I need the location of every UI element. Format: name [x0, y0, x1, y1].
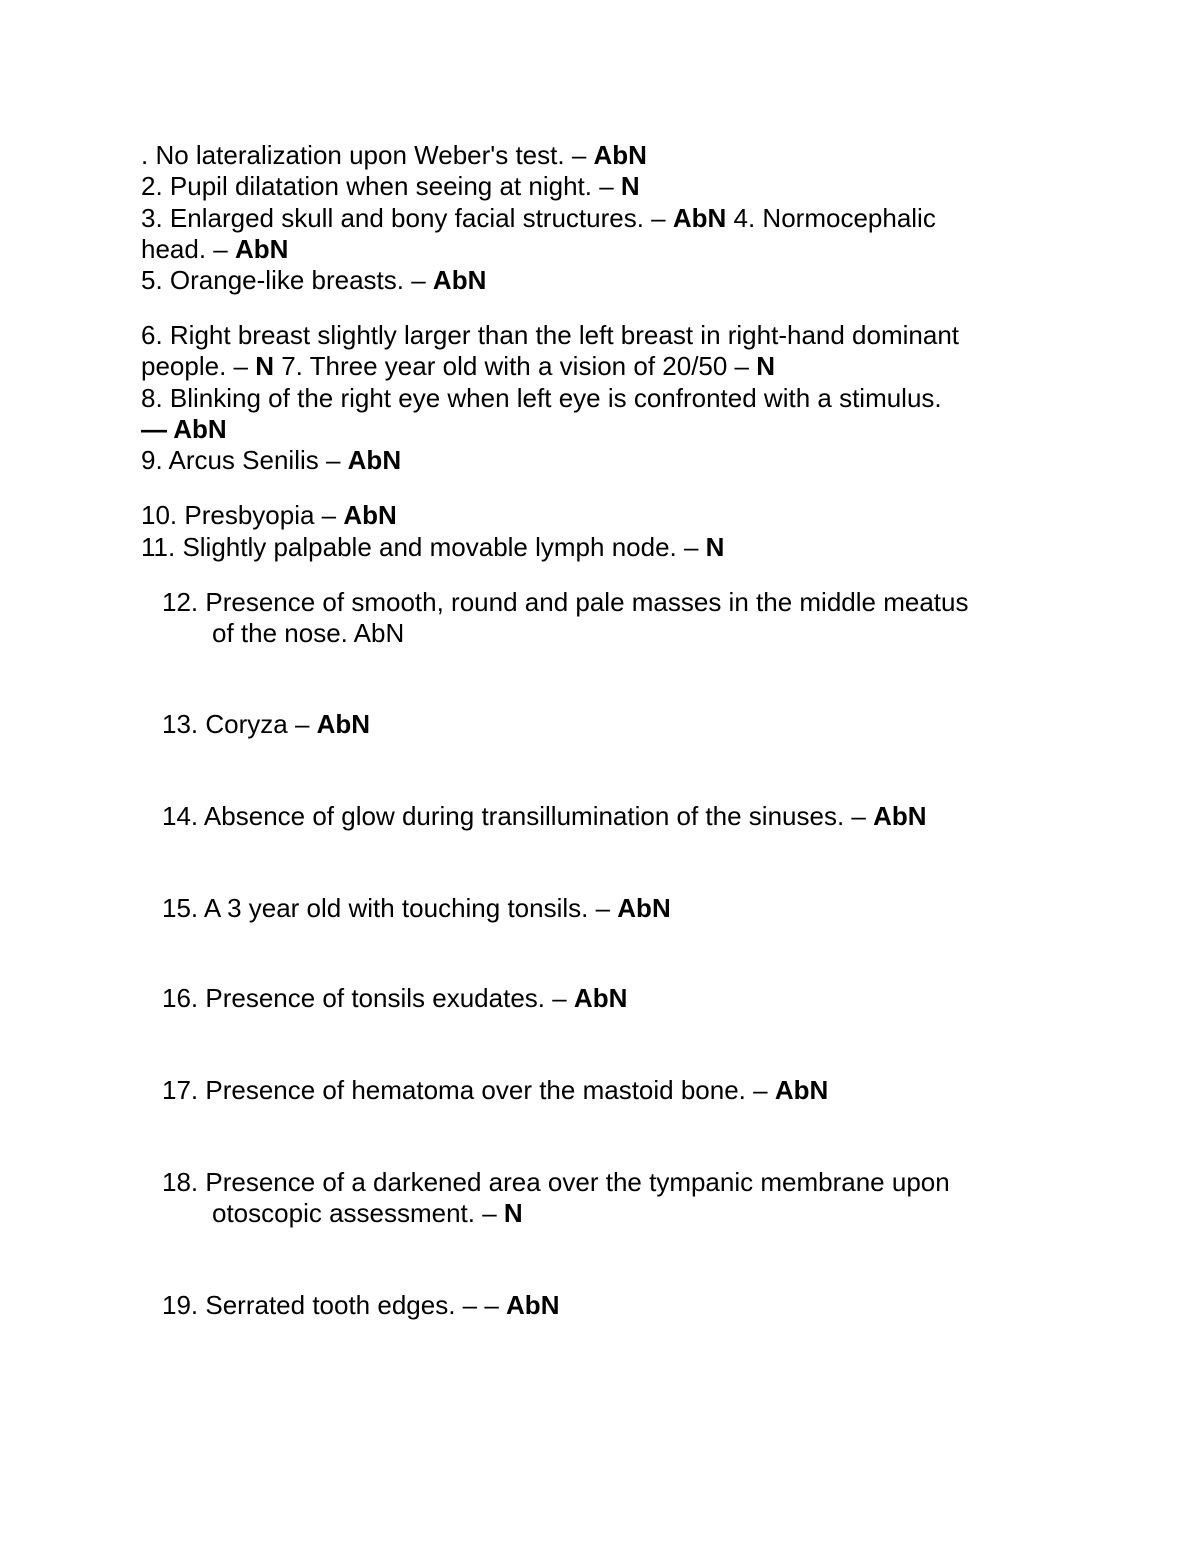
item-19	[162, 1290, 559, 1321]
item-text: 8. Blinking of the right eye when left eye is confronted with a stimulus.	[141, 383, 942, 413]
item-answer: N	[620, 171, 640, 201]
item-3	[141, 203, 936, 234]
item-text: 12. Presence of smooth, round and pale masses in the middle meatus	[162, 587, 969, 617]
item-answer: N	[503, 1198, 523, 1228]
item-text: 17. Presence of hematoma over the mastoid bone. –	[162, 1075, 775, 1105]
item-answer: AbN	[873, 801, 927, 831]
item-text-continued: 4. Normocephalic	[726, 203, 936, 233]
item-4-continued	[141, 234, 288, 265]
item-answer: AbN	[506, 1290, 560, 1320]
item-text: otoscopic assessment. –	[212, 1198, 504, 1228]
item-text: 11. Slightly palpable and movable lymph node. –	[141, 532, 706, 562]
item-answer: AbN	[617, 893, 671, 923]
item-text: 13. Coryza –	[162, 709, 317, 739]
item-answer: AbN	[347, 445, 402, 475]
item-11	[141, 532, 724, 563]
item-answer-2: N	[756, 351, 776, 381]
item-answer: AbN	[316, 709, 371, 739]
item-12-continued	[212, 618, 404, 649]
item-answer: AbN	[234, 234, 289, 264]
item-answer: AbN	[774, 1075, 829, 1105]
item-13	[162, 709, 370, 740]
item-text-continued: 7. Three year old with a vision of 20/50 –	[274, 351, 757, 381]
item-6	[141, 320, 959, 351]
item-answer: N	[255, 351, 274, 381]
item-answer: AbN	[593, 140, 647, 170]
item-text: 19. Serrated tooth edges. – –	[162, 1290, 507, 1320]
item-17	[162, 1075, 828, 1106]
item-text: 2. Pupil dilatation when seeing at night. –	[141, 171, 621, 201]
item-text: 9. Arcus Senilis –	[141, 445, 348, 475]
item-answer: AbN	[573, 983, 628, 1013]
item-18	[162, 1167, 950, 1198]
item-8-answer	[141, 414, 227, 445]
item-answer: — AbN	[141, 414, 227, 444]
item-15	[162, 893, 671, 924]
item-answer: AbN	[432, 265, 487, 295]
item-18-continued	[212, 1198, 523, 1229]
item-9	[141, 445, 401, 476]
item-8	[141, 383, 942, 414]
item-text: 5. Orange-like breasts. –	[141, 265, 433, 295]
item-text: 18. Presence of a darkened area over the tympanic membrane upon	[162, 1167, 950, 1197]
item-10	[141, 500, 397, 531]
item-6-7	[141, 351, 775, 382]
item-answer: AbN	[343, 500, 397, 530]
item-text: . No lateralization upon Weber's test. –	[141, 140, 594, 170]
item-5	[141, 265, 486, 296]
item-text: 15. A 3 year old with touching tonsils. –	[162, 893, 618, 923]
item-text: 14. Absence of glow during transillumination of the sinuses. –	[162, 801, 874, 831]
item-1	[141, 140, 647, 171]
item-12	[162, 587, 968, 618]
item-14	[162, 801, 927, 832]
item-text: of the nose. AbN	[212, 618, 405, 648]
item-text: 6. Right breast slightly larger than the left breast in right-hand dominant	[141, 320, 960, 350]
item-answer: N	[705, 532, 725, 562]
item-answer: AbN	[672, 203, 727, 233]
item-text: head. –	[141, 234, 235, 264]
item-text: 3. Enlarged skull and bony facial structures. –	[141, 203, 673, 233]
item-text: 16. Presence of tonsils exudates. –	[162, 983, 574, 1013]
item-2	[141, 171, 640, 202]
item-text: people. –	[141, 351, 256, 381]
item-text: 10. Presbyopia –	[141, 500, 344, 530]
item-16	[162, 983, 627, 1014]
